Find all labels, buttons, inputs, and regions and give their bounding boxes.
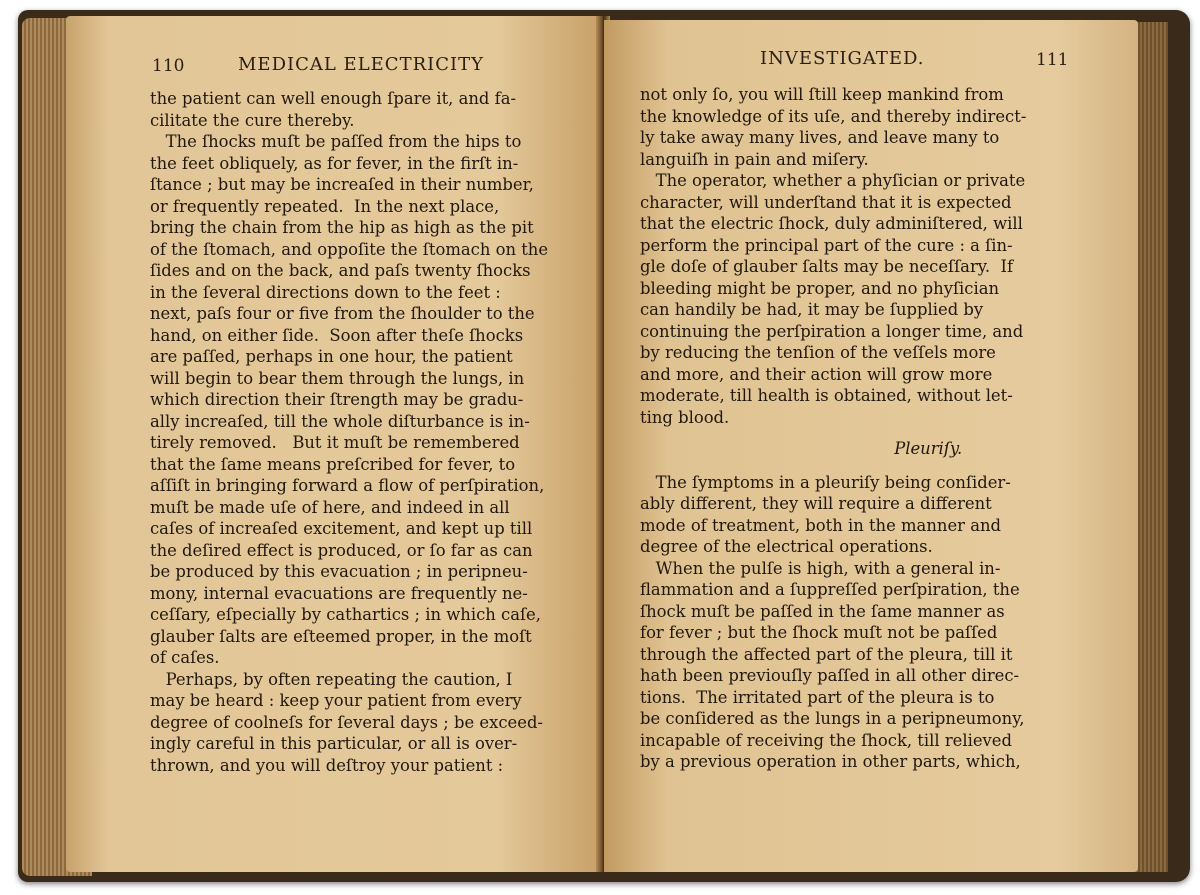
text-line: When the pulſe is high, with a general in- <box>640 558 1001 578</box>
left-page <box>66 16 602 872</box>
text-line: the patient can well enough ſpare it, and fa- <box>150 89 517 108</box>
text-line: next, paſs four or five from the ſhoulder to the <box>150 304 535 323</box>
text-line: Perhaps, by often repeating the caution, I <box>150 669 513 689</box>
text-line: cilitate the cure thereby. <box>150 110 355 130</box>
text-line: ingly careful in this particular, or all is over- <box>150 734 518 753</box>
text-line: perform the principal part of the cure : a ſin- <box>640 235 1013 255</box>
right-page <box>604 20 1138 872</box>
section-title: Pleuriſy. <box>894 439 963 458</box>
text-line: ting blood. <box>640 407 730 427</box>
text-line: and more, and their action will grow more <box>640 364 993 384</box>
text-line: thrown, and you will deſtroy your patient : <box>150 755 504 775</box>
text-line: of the ſtomach, and oppoſite the ſtomach on the <box>150 239 549 259</box>
text-line: that the electric ſhock, duly adminiſtered, will <box>640 214 1023 233</box>
text-line: the knowledge of its uſe, and thereby indirect- <box>640 106 1027 126</box>
text-line: flammation and a ſuppreſſed perſpiration, the <box>640 580 1020 599</box>
text-line: the feet obliquely, as for fever, in the firſt in- <box>150 153 519 173</box>
text-line: ſhock muſt be paſſed in the ſame manner as <box>640 601 1005 621</box>
text-line: tirely removed. But it muſt be remembered <box>150 433 520 452</box>
text-line: ally increaſed, till the whole diſturbance is in- <box>150 411 530 431</box>
text-line: may be heard : keep your patient from every <box>150 691 522 710</box>
text-line: by a previous operation in other parts, which, <box>640 752 1021 771</box>
right-page-number: 111 <box>1036 50 1069 70</box>
text-line: caſes of increaſed excitement, and kept up till <box>150 519 533 538</box>
text-line: incapable of receiving the ſhock, till relieved <box>640 730 1012 750</box>
text-line: which direction their ſtrength may be gradu- <box>150 390 524 409</box>
text-line: for fever ; but the ſhock muſt not be paſſed <box>640 623 998 642</box>
spacer <box>640 428 1026 438</box>
text-line: be conſidered as the lungs in a peripneumony, <box>640 709 1025 728</box>
text-line: continuing the perſpiration a longer time, and <box>640 321 1024 341</box>
left-page-number: 110 <box>152 56 185 76</box>
text-line: be produced by this evacuation ; in peripneu- <box>150 562 528 581</box>
text-line: through the affected part of the pleura, till it <box>640 644 1013 664</box>
text-line: hath been previouſly paſſed in all other direc- <box>640 666 1020 685</box>
text-line: that the ſame means preſcribed for fever, to <box>150 454 516 474</box>
text-line: moderate, till health is obtained, without let- <box>640 386 1013 405</box>
text-line: glauber ſalts are eſteemed proper, in the moſt <box>150 626 532 646</box>
text-line: ſides and on the back, and paſs twenty ſhocks <box>150 261 531 280</box>
right-running-head: INVESTIGATED. <box>760 48 925 69</box>
text-line: degree of the electrical operations. <box>640 537 933 556</box>
text-line: muſt be made uſe of here, and indeed in all <box>150 497 510 517</box>
text-line: ſtance ; but may be increaſed in their number, <box>150 175 534 194</box>
text-line: hand, on either ſide. Soon after theſe ſhocks <box>150 325 524 345</box>
text-line: ly take away many lives, and leave many to <box>640 128 1000 147</box>
left-running-head: MEDICAL ELECTRICITY <box>238 54 485 75</box>
text-line: or frequently repeated. In the next place, <box>150 196 500 216</box>
text-line: will begin to bear them through the lungs, in <box>150 368 525 388</box>
text-line: are paſſed, perhaps in one hour, the patient <box>150 347 513 366</box>
text-line: mony, internal evacuations are frequently ne- <box>150 583 528 603</box>
text-line: languiſh in pain and miſery. <box>640 149 869 169</box>
text-line: ceſſary, eſpecially by cathartics ; in which caſe, <box>150 605 541 624</box>
text-line: The ſhocks muſt be paſſed from the hips to <box>150 132 522 151</box>
text-line: The operator, whether a phyſician or private <box>640 171 1026 190</box>
text-line: The ſymptoms in a pleuriſy being conſider- <box>640 472 1011 492</box>
text-line: the deſired effect is produced, or ſo far as can <box>150 540 533 560</box>
text-line: of caſes. <box>150 648 220 667</box>
text-line: mode of treatment, both in the manner and <box>640 515 1002 535</box>
text-line: aſſiſt in bringing forward a flow of perſpiration, <box>150 476 545 495</box>
text-line: gle doſe of glauber ſalts may be neceſſary. If <box>640 257 1014 276</box>
left-page-body <box>150 88 548 776</box>
text-line: degree of coolneſs for ſeveral days ; be exceed- <box>150 712 543 732</box>
text-line: in the ſeveral directions down to the feet : <box>150 282 501 302</box>
text-line: bleeding might be proper, and no phyſician <box>640 278 1000 298</box>
text-line: ably different, they will require a different <box>640 494 992 513</box>
text-line: can handily be had, it may be ſupplied by <box>640 300 984 319</box>
text-line: bring the chain from the hip as high as the pit <box>150 218 534 237</box>
right-page-body <box>640 84 1026 773</box>
text-line: by reducing the tenſion of the veſſels more <box>640 343 996 362</box>
spacer <box>640 460 1026 472</box>
text-line: not only ſo, you will ſtill keep mankind from <box>640 85 1004 104</box>
text-line: character, will underſtand that it is expected <box>640 192 1012 212</box>
text-line: tions. The irritated part of the pleura is to <box>640 687 995 707</box>
